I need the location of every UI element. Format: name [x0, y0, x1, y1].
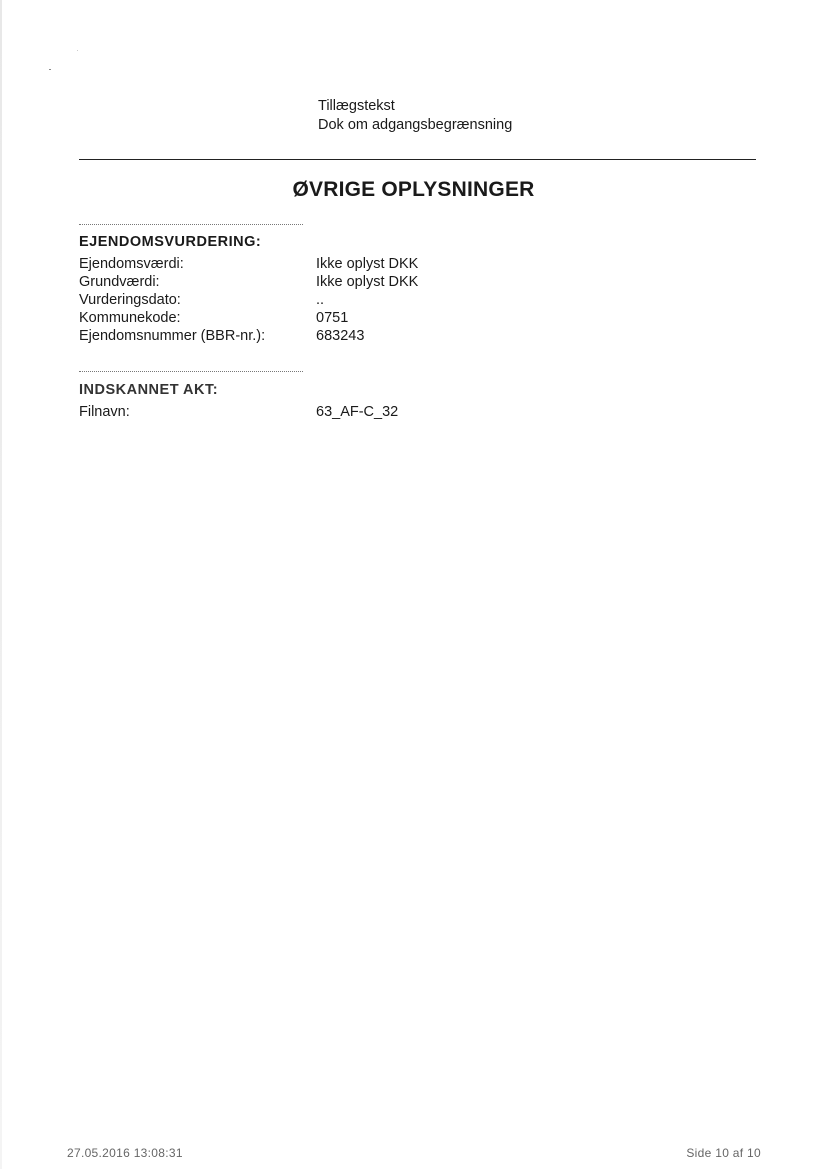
field-label: Vurderingsdato:: [79, 292, 181, 308]
additional-text-block: [318, 97, 512, 135]
page-title: ØVRIGE OPLYSNINGER: [292, 178, 535, 201]
footer-timestamp: 27.05.2016 13:08:31: [67, 1146, 183, 1160]
list-item: [79, 309, 599, 327]
field-label: Filnavn:: [79, 404, 130, 420]
field-value: Ikke oplyst DKK: [316, 256, 419, 272]
list-item: [79, 403, 599, 421]
field-label: Ejendomsnummer (BBR-nr.):: [79, 328, 266, 344]
indskannet-akt-list: [79, 403, 599, 421]
footer-page-number: Side 10 af 10: [686, 1146, 761, 1160]
horizontal-divider: [79, 159, 756, 160]
field-value: Ikke oplyst DKK: [316, 274, 419, 290]
list-item: [79, 327, 599, 345]
field-value: 683243: [316, 328, 365, 344]
field-label: Ejendomsværdi:: [79, 256, 184, 272]
list-item: [79, 273, 599, 291]
field-value: 0751: [316, 310, 349, 326]
access-restriction-line: Dok om adgangsbegrænsning: [318, 117, 513, 133]
section-divider: [79, 224, 303, 225]
additional-text-line: Tillægstekst: [318, 98, 395, 114]
section-heading-ejendomsvurdering: EJENDOMSVURDERING:: [79, 234, 262, 250]
list-item: [79, 291, 599, 309]
field-value: ..: [316, 292, 325, 308]
section-heading-indskannet-akt: INDSKANNET AKT:: [79, 382, 219, 398]
list-item: [79, 255, 599, 273]
field-label: Kommunekode:: [79, 310, 181, 326]
ejendomsvurdering-list: [79, 255, 599, 345]
field-label: Grundværdi:: [79, 274, 160, 290]
field-value: 63_AF-C_32: [316, 404, 399, 420]
scan-edge: [0, 0, 2, 1169]
section-divider: [79, 371, 303, 372]
scan-speck: [77, 50, 78, 51]
scan-speck: [49, 69, 51, 70]
